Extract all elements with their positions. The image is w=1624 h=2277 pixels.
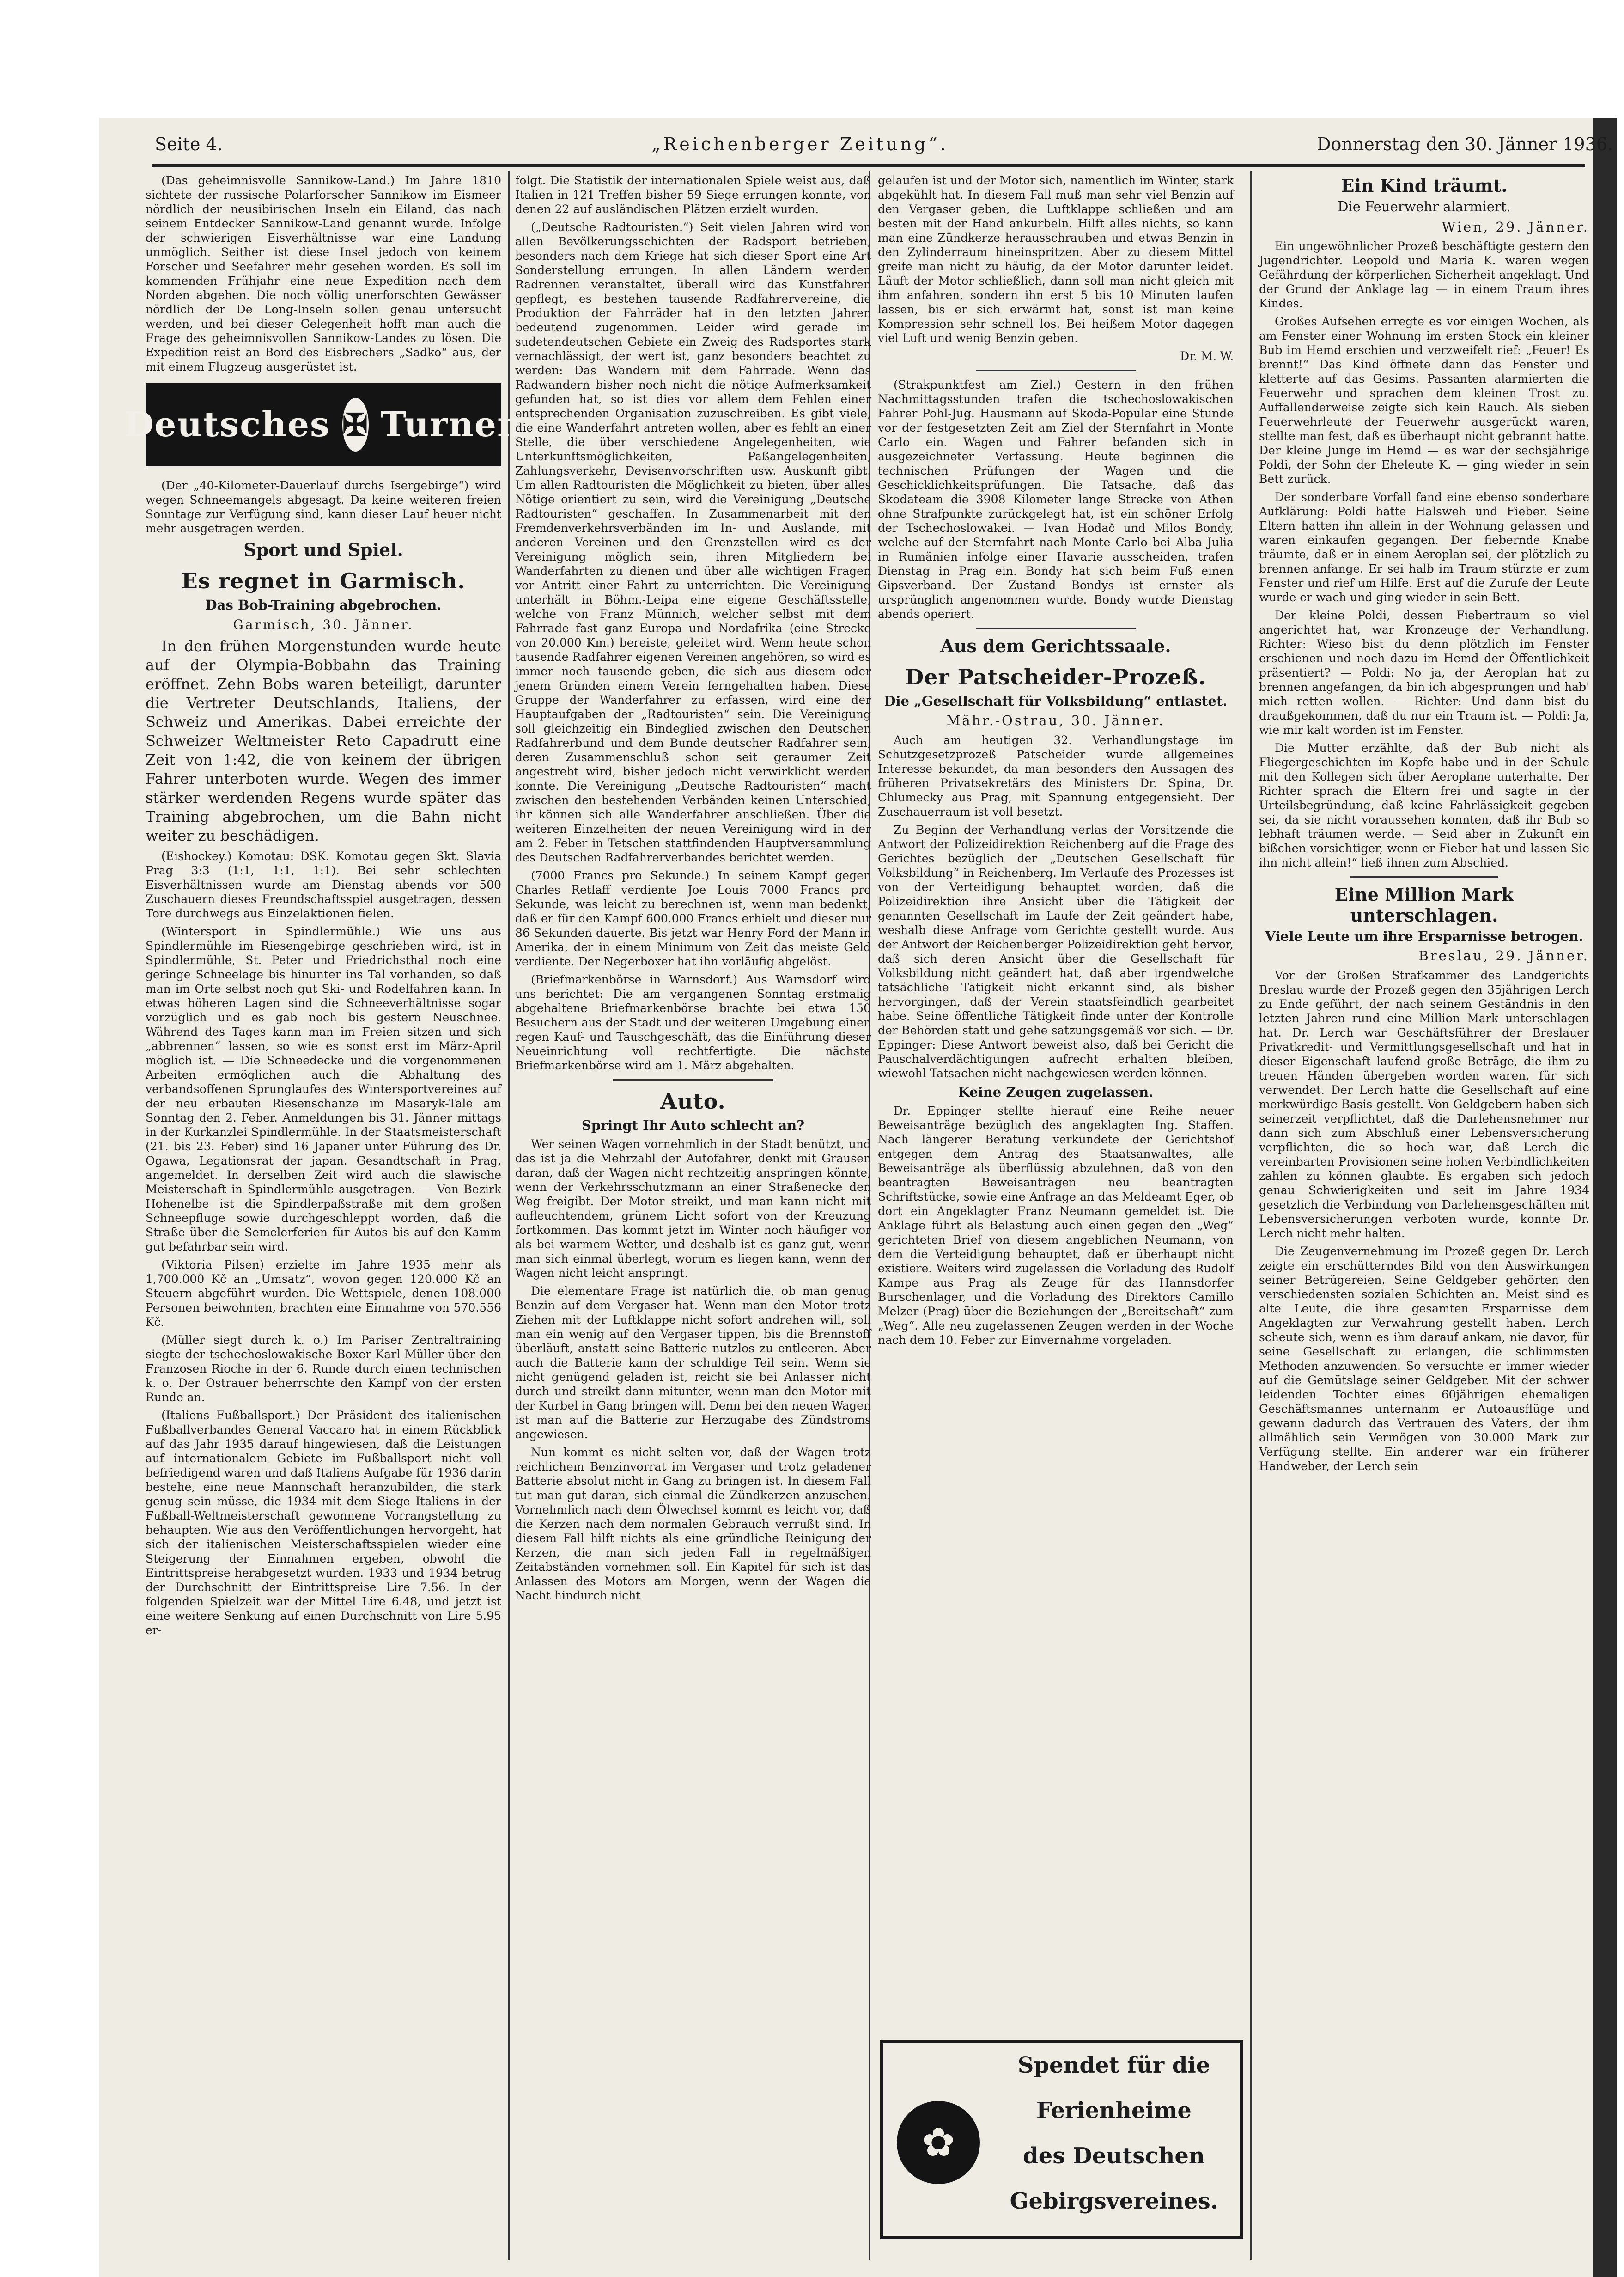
dateline-ostrau: Mähr.-Ostrau, 30. Jänner. xyxy=(946,713,1165,728)
column-rule xyxy=(1250,171,1252,2260)
article-eishockey: (Eishockey.) Komotau: DSK. Komotau gegen Skt. Slavia Prag 3:3 (1:1, 1:1, 1:1). Bei sehr schlechten Eisverhältnissen wurde am Dienstag abends vor 500 Zuschauern dieses Freundschaftsspiel ausgetragen, dessen Tore durchwegs aus Einzelaktionen fielen. xyxy=(146,849,501,920)
ad-line: Spendet für die xyxy=(1017,2052,1210,2078)
article-wintersport: (Wintersport in Spindlermühle.) Wie uns aus Spindlermühle im Riesengebirge geschrieben wird, ist in Spindlermühle, St. Peter und Friedrichsthal noch eine geringe Schneelage bis hinunter ins Tal vorhanden, so daß man im Orte selbst noch gut Ski- und Rodelfahren kann. In etwas höheren Lagen sind die Schneeverhältnisse sogar vorzüglich und es gab noch bis gestern Neuschnee. Während des Tages kann man im Freien sitzen und sich „abbrennen“ lassen, so wie es sonst erst im März-April möglich ist. — Die Schneedecke und die vorgenommenen Arbeiten ermöglichen auch die Abhaltung des verbandsoffenen Sprunglaufes des Wintersportvereines auf der neu erbauten Riesenschanze im Masaryk-Tale am Sonntag den 2. Feber. Anmeldungen bis 31. Jänner mittags in der Kurkanzlei Spindlermühle. In der Staatsmeisterschaft (21. bis 23. Feber) sind 16 Japaner unter Führung des Dr. Ogawa, Legationsrat der japan. Gesandtschaft in Prag, angemeldet. In derselben Zeit wird auch die slawische Meisterschaft in Spindlermühle ausgetragen. — Von Bezirk Hohenelbe ist die Spindlerpaßstraße mit dem großen Schneepfluge sowie durchgeschleppt worden, daß die Straße über die Semelerferien für Autos bis auf den Kamm gut befahrbar sein wird. xyxy=(146,924,501,1253)
article-radtouristen: („Deutsche Radtouristen.“) Seit vielen Jahren wird von allen Bevölkerungsschichten der Radsport betrieben, besonders nach dem Kriege hat sich dieser Sport eine Art Sonderstellung errungen. In allen Ländern werden Radrennen veranstaltet, überall wird das Kunstfahren gepflegt, es bestehen tausende Radfahrervereine, die Produktion der Fahrräder hat in den letzten Jahren bedeutend zugenommen. Leider wird gerade im sudetendeutschen Gebiete ein Zweig des Radsportes stark vernachlässigt, der wert ist, ganz besonders beachtet zu werden: Das Wandern mit dem Fahrrade. Wenn das Radwandern bisher noch nicht die nötige Aufmerksamkeit gefunden hat, so ist dies vor allem dem Fehlen einer entsprechenden Organisation zuzuschreiben. Es gibt viele, die eine Wanderfahrt antreten wollen, aber es fehlt an einer Stelle, die über verschiedene Angelegenheiten, wie Unterkunftsmöglichkeiten, Paßangelegenheiten, Zahlungsverkehr, Devisenvorschriften usw. Auskunft gibt. Um allen Radtouristen die Möglichkeit zu bieten, über alles Nötige orientiert zu sein, wird die Vereinigung „Deutsche Radtouristen“ geschaffen. In Zusammenarbeit mit den Fremdenverkehrsverbänden im In- und Auslande, mit anderen Vereinen und den Grenzstellen wird es der Vereinigung möglich sein, ihren Mitgliedern bei Wanderfahrten zu dienen und über alle wichtigen Fragen vor Antritt einer Fahrt zu unterrichten. Die Vereinigung unterhält in Böhm.-Leipa eine eigene Geschäftsstelle, welche von Franz Münnich, welcher selbst mit dem Fahrrade fast ganz Europa und Nordafrika (eine Strecke von 20.000 Km.) bereiste, geleitet wird. Wenn heute schon tausende Radfahrer eigenen Vereinen angehören, so wird es immer noch tausende geben, die sich aus diesem oder jenem Gründen einem Verein ferngehalten haben. Diese Gruppe der Wanderfahrer zu erfassen, wird eine der Hauptaufgaben der „Radtouristen“ sein. Die Vereinigung soll gleichzeitig ein Bindeglied zwischen den Deutschen Radfahrerbund und dem Bunde deutscher Radfahrer sein, deren Zusammenschluß schon seit geraumer Zeit angestrebt wird, bisher jedoch nicht verwirklicht werden konnte. Die Vereinigung „Deutsche Radtouristen“ macht zwischen den bestehenden Verbänden keinen Unterschied, ihr können sich alle Wanderfahrer anschließen. Über die weiteren Einzelheiten der neuen Vereinigung wird in der am 2. Feber in Tetschen stattfindenden Hauptversammlung des Deutschen Radfahrerverbandes berichtet werden. xyxy=(515,220,871,864)
article-mueller: (Müller siegt durch k. o.) Im Pariser Zentraltraining siegte der tschechoslowakische Boxer Karl Müller über den Franzosen Rioche in der 6. Runde durch einen technischen k. o. Der Ostrauer beherrschte den Kampf von der ersten Runde an. xyxy=(146,1333,501,1404)
issue-date: Donnerstag den 30. Jänner 1936. xyxy=(1317,134,1613,154)
article-auto-3: Nun kommt es nicht selten vor, daß der Wagen trotz reichlichem Benzinvorrat im Vergaser und trotz geladener Batterie absolut nicht in Gang zu bringen ist. In diesem Fall tut man gut daran, sich einmal die Zündkerzen anzusehen. Vornehmlich nach dem Ölwechsel kommt es leicht vor, daß die Kerzen nach dem normalen Gebrauch verrußt sind. In diesem Fall hilft nichts als eine gründliche Reinigung der Kerzen, die man sich jeden Fall in regelmäßigen Zeitabständen vornehmen soll. Ein Kapitel für sich ist das Anlassen des Motors am Morgen, wenn der Wagen die Nacht hindurch nicht xyxy=(515,1446,871,1602)
article-statistik: folgt. Die Statistik der internationalen Spiele weist aus, daß Italien in 121 Treffen bisher 59 Siege errungen konnte, von denen 22 auf ausländischen Plätzen erzielt wurden. xyxy=(515,174,871,216)
section-banner-turnen xyxy=(124,383,523,466)
article-patscheider-2: Zu Beginn der Verhandlung verlas der Vorsitzende die Antwort der Polizeidirektion Reichenberg auf die Frage des Gerichtes bezüglich der „Deutschen Gesellschaft für Volksbildung“ in Reichenberg. Im Verlaufe des Prozesses ist von der Verteidigung behauptet worden, daß die Polizeidirektion ihre Ansicht über die Tätigkeit der genannten Gesellschaft im Laufe der Zeit geändert habe, weshalb diese Anfrage vom Gerichte gestellt wurde. Aus der Antwort der Reichenberger Polizeidirektion geht hervor, daß sich deren Ansicht über die Gesellschaft für Volksbildung nicht geändert hat, daß aber irgendwelche tatsächliche Tätigkeit nicht erkannt sind, als bisher hervorgingen, daß der Verein staatsfeindlich gearbeitet habe. Seine öffentliche Tätigkeit finde unter der Kontrolle der Behörden statt und gehe satzungsgemäß vor sich. — Dr. Eppinger: Diese Antwort beweist also, daß bei Gericht die Pauschalverdächtigungen aufrecht erhalten bleiben, wiewohl Tatsachen nicht nachgewiesen werden können. xyxy=(878,823,1234,1080)
article-auto-4: gelaufen ist und der Motor sich, namentlich im Winter, stark abgekühlt hat. In diesem Fall muß man sehr viel Benzin auf den Vergaser geben, die Luftklappe schließen und am besten mit der Hand ankurbeln. Hilft alles nichts, so kann man eine Zündkerze herausschrauben und etwas Benzin in den Zylinderraum hineinspritzen. Aber zu diesem Mittel greife man nicht zu häufig, da der Motor darunter leidet. Läuft der Motor schließlich, dann soll man nicht gleich mit ihm anfahren, sondern ihn erst 5 bis 10 Minuten laufen lassen, bis er sich erwärmt hat, sonst ist man keine Kompression sehr schnell los. Bei heißem Motor dagegen viel Luft und wenig Benzin geben. xyxy=(878,174,1234,345)
article-viktoria-pilsen: (Viktoria Pilsen) erzielte im Jahre 1935 mehr als 1,700.000 Kč an „Umsatz“, wovon gegen 120.000 Kč an Steuern abgeführt wurden. Die Wettspiele, denen 108.000 Personen beiwohnten, brachten eine Einnahme von 570.556 Kč. xyxy=(146,1258,501,1329)
section-title-auto: Auto. xyxy=(660,1089,726,1114)
section-title-sport: Sport und Spiel. xyxy=(243,539,403,560)
headline-garmisch: Es regnet in Garmisch. xyxy=(181,568,466,593)
article-lerch-1: Vor der Großen Strafkammer des Landgerichts Breslau wurde der Prozeß gegen den 35jährigen Lerch zu Ende geführt, der nach seinem Geständnis in den letzten Jahren rund eine Million Mark unterschlagen hat. Dr. Lerch war Geschäftsführer der Breslauer Privatkredit- und Vermittlungsgesellschaft und hat in dieser Eigenschaft laufend große Beträge, die ihm zu treuen Händen übergeben worden waren, für sich verwendet. Der Lerch hatte die Gesellschaft auf eine merkwürdige Basis gestellt. Von Geldgebern haben sich seinerzeit verpflichtet, daß die Darlehensnehmer nur dann sich zum Abschluß einer Lebensversicherung verpflichten, die so hoch war, daß Lerch die vereinbarten Provisionen seine hohen Verbindlichkeiten zahlen zu können glaubte. Es ergaben sich jedoch genau Schwierigkeiten und seit im Jahre 1934 gesetzlich die Verbindung von Darlehensgeschäften mit Lebensversicherungen verboten wurde, konnte Dr. Lerch nicht mehr halten. xyxy=(1259,968,1589,1240)
article-kind-1: Ein ungewöhnlicher Prozeß beschäftigte gestern den Jugendrichter. Leopold und Maria K. waren wegen Gefährdung der körperlichen Sicherheit angeklagt. Und der Grund der Anklage lag — in einem Traum ihres Kindes. xyxy=(1259,239,1589,310)
column-rule xyxy=(508,171,510,2260)
dateline-wien: Wien, 29. Jänner. xyxy=(1442,219,1589,235)
article-briefmarkenboerse: (Briefmarkenbörse in Warnsdorf.) Aus Warnsdorf wird uns berichtet: Die am vergangenen Sonntag erstmalig abgehaltene Briefmarkenbörse brachte bei etwa 150 Besuchern aus der Stadt und der weiteren Umgebung einen regen Kauf- und Tauschgeschäft, das die Einführung dieser Neueinrichtung voll rechtfertigte. Die nächste Briefmarkenbörse wird am 1. März abgehalten. xyxy=(515,973,871,1072)
article-patscheider-3: Dr. Eppinger stellte hierauf eine Reihe neuer Beweisanträge bezüglich des angeklagten Ing. Staffen. Nach längerer Beratung verkündete der Gerichtshof entgegen dem Antrag des Staatsanwaltes, alle Beweisanträge als überflüssig abzulehnen, daß von den beantragten Beweisanträgen neu beantragten Schriftstücke, sowie eine Anfrage an das Meldeamt Eger, ob dort ein Angeklagter Franz Neumann gemeldet ist. Die Anklage führt als Belastung auch einen gegen den „Weg“ gerichteten Brief von diesem angeblichen Neumann, von dem die Verteidigung behauptet, daß er überhaupt nicht existiere. Weiters wird zugelassen die Vorladung des Rudolf Kampe aus Prag als Zeuge für das Hannsdorfer Burschenlager, und die Vorladung des Direktors Camillo Melzer (Prag) über die Beziehungen der „Bereitschaft“ zum „Weg“. Alle neu zugelassenen Zeugen werden in der Woche nach dem 10. Feber zur Einvernahme vorgeladen. xyxy=(878,1104,1234,1347)
newspaper-title: „Reichenberger Zeitung“. xyxy=(651,134,949,154)
headline-kind-traeumt: Ein Kind träumt. xyxy=(1341,175,1508,196)
article-sannikow: (Das geheimnisvolle Sannikow-Land.) Im Jahre 1810 sichtete der russische Polarforscher Sannikow im Eismeer nördlich der neusibirischen Inseln ein Eiland, das nach seinem Entdecker Sannikow-Land genannt wurde. Infolge der schwierigen Eisverhältnisse war eine Landung unmöglich. Seither ist diese Insel jedoch von keinem Forscher und Seefahrer mehr gesehen worden. Es soll im kommenden Frühjahr eine neue Expedition nach dem Norden abgehen. Die noch völlig unerforschten Gewässer nördlich der De Long-Inseln sollen genau untersucht werden, und bei dieser Gelegenheit hofft man auch die Frage des geheimnisvollen Sannikow-Landes zu lösen. Die Expedition reist an Bord des Eisbrechers „Sadko“ aus, der mit einem Flugzeug ausgerüstet ist. xyxy=(146,174,501,373)
section-divider xyxy=(976,628,1136,629)
article-dauerlauf: (Der „40-Kilometer-Dauerlauf durchs Isergebirge“) wird wegen Schneemangels abgesagt. Da keine weiteren freien Sonntage zur Verfügung sind, kann dieser Lauf heuer nicht mehr ausgetragen werden. xyxy=(146,479,501,535)
article-kind-3: Der sonderbare Vorfall fand eine ebenso sonderbare Aufklärung: Poldi hatte Halsweh und Fieber. Seine Eltern hatten ihn allein in der Wohnung gelassen und waren einkaufen gegangen. Der fiebernde Knabe träumte, daß er in einem Aeroplan sei, der plötzlich zu brennen anfange. Er sei halb im Traum stürzte er zum Fenster und rief um Hilfe. Erst auf die Zurufe der Leute wurde er wach und ging wieder in sein Bett. xyxy=(1259,490,1589,604)
page-number: Seite 4. xyxy=(155,134,223,154)
subhead-auto: Springt Ihr Auto schlecht an? xyxy=(581,1117,805,1133)
dateline-garmisch: Garmisch, 30. Jänner. xyxy=(233,617,414,632)
turner-cross-icon: ✠ xyxy=(342,398,369,452)
author-signature: Dr. M. W. xyxy=(1180,349,1234,363)
article-joe-louis: (7000 Francs pro Sekunde.) In seinem Kampf gegen Charles Retlaff verdiente Joe Louis 7000 Francs pro Sekunde, was leicht zu berechnen ist, wenn man bedenkt, daß er für den Kampf 600.000 Francs erhielt und dieser nur 86 Sekunden dauerte. Bis jetzt war Henry Ford der Mann in Amerika, der in einem Minimum von Zeit das meiste Geld verdiente. Der Negerboxer hat ihn vorläufig abgelöst. xyxy=(515,869,871,968)
dateline-breslau: Breslau, 29. Jänner. xyxy=(1418,948,1589,964)
subhead-ersparnisse: Viele Leute um ihre Ersparnisse betrogen. xyxy=(1265,928,1583,944)
ad-line: Gebirgsvereines. xyxy=(1010,2188,1218,2214)
ad-line: Ferienheime xyxy=(1036,2098,1192,2124)
banner-text-right: Turnen xyxy=(381,405,523,445)
subhead-patscheider: Die „Gesellschaft für Volksbildung“ entlastet. xyxy=(884,693,1228,709)
article-sternfahrt: (Strakpunktfest am Ziel.) Gestern in den frühen Nachmittagsstunden trafen die tschechoslowakischen Fahrer Pohl-Jug. Hausmann auf Skoda-Popular eine Stunde vor der festgesetzten Zeit am Ziel der Sternfahrt in Monte Carlo ein. Wagen und Fahrer befanden sich in ausgezeichneter Verfassung. Heute beginnen die technischen Prüfungen der Wagen und die Geschicklichkeitsprüfungen. Die Tatsache, daß das Skodateam die 3908 Kilometer lange Strecke von Athen ohne Strafpunkte zurückgelegt hat, ist ein schöner Erfolg der Tschechoslowakei. — Ivan Hodač und Milos Bondy, welche auf der Sternfahrt nach Monte Carlo bei Alba Julia in Rumänien infolge einer Havarie ausscheiden, trafen Dienstag in Prag ein. Bondy hat sich beim Fuß einen Gipsverband. Der Zustand Bondys ist ernster als ursprünglich angenommen wurde. Bondy wurde Dienstag abends operiert. xyxy=(878,378,1234,621)
article-kind-2: Großes Aufsehen erregte es vor einigen Wochen, als am Fenster einer Wohnung im ersten Stock ein kleiner Bub im Hemd erschien und verzweifelt rief: „Feuer! Es brennt!“ Das Kind öffnete dann das Fenster und kletterte auf das Gesims. Passanten alarmierten die Feuerwehr und sprachen dem kleinen Trost zu. Auffallenderweise zeigte sich kein Rauch. Als sieben Feuerwehrleute der Feuerwehr ausgerückt waren, stellte man fest, daß es überhaupt nicht gebrannt hatte. Der kleine Junge im Hemd — es war der sechsjährige Poldi, der Sohn der Eheleute K. — ging wieder in sein Bett zurück. xyxy=(1259,315,1589,486)
article-italien-fussball: (Italiens Fußballsport.) Der Präsident des italienischen Fußballverbandes General Vaccaro hat in einem Rückblick auf das Jahr 1935 darauf hingewiesen, daß die Leistungen auf internationalem Gebiete im Fußballsport nicht voll befriedigend waren und daß Italiens Aufgabe für 1936 darin bestehe, eine neue Mannschaft heranzubilden, die stark genug sein müsse, die 1934 mit dem Siege Italiens in der Fußball-Weltmeisterschaft gewonnene Vorrangstellung zu behaupten. Wie aus den Veröffentlichungen hervorgeht, hat sich der italienischen Meisterschaftsspielen wieder eine Steigerung der Einnahmen ergeben, obwohl die Eintrittspreise herabgesetzt wurden. 1933 und 1934 betrug der Durchschnitt der Eintrittspreise Lire 7.56. In der folgenden Spielzeit war der Mittel Lire 6.48, und jetzt ist eine weitere Senkung auf einen Durchschnitt von Lire 5.95 er- xyxy=(146,1408,501,1637)
column-3 xyxy=(878,173,1234,2031)
article-lerch-2: Die Zeugenvernehmung im Prozeß gegen Dr. Lerch zeigte ein erschütterndes Bild von den Auswirkungen seiner Betrügereien. Seine Geldgeber gehörten den verschiedensten sozialen Schichten an. Meist sind es alte Leute, die ihre gesamten Ersparnisse dem Angeklagten zur Verwahrung gestellt haben. Lerch scheute sich, wenn es ihm darauf ankam, nie davor, für seine Gesellschaft zu erlangen, die schlimmsten Methoden anzuwenden. So versuchte er immer wieder auf die Gemütslage seiner Geldgeber. Mit der schwer leidenden Tochter eines 60jährigen ehemaligen Geschäftsmannes unternahm er Autoausflüge und gewann dadurch das Vertrauen des Vaters, der ihm allmählich sein Vermögen von 30.000 Mark zur Verfügung stellte. Ein anderer war ein früherer Handweber, der Lerch sein xyxy=(1259,1244,1589,1473)
section-divider xyxy=(1350,876,1499,878)
banner-text-left: Deutsches xyxy=(124,405,330,445)
headline-patscheider: Der Patscheider-Prozeß. xyxy=(905,665,1206,690)
column-1 xyxy=(124,173,523,2258)
subhead-feuerwehr: Die Feuerwehr alarmiert. xyxy=(1338,199,1511,214)
article-patscheider-1: Auch am heutigen 32. Verhandlungstage im Schutzgesetzprozeß Patscheider wurde allgemeines Interesse bekundet, da man besonders den Aussagen des früheren Privatsekretärs des Ministers Dr. Spina, Dr. Chlumecky aus Prag, mit Spannung entgegensieht. Der Zuschauerraum ist voll besetzt. xyxy=(878,733,1234,818)
subhead-bob-training: Das Bob-Training abgebrochen. xyxy=(205,597,442,613)
advertisement-ferienheime xyxy=(880,2040,1243,2239)
article-auto-2: Die elementare Frage ist natürlich die, ob man genug Benzin auf dem Vergaser hat. Wenn man den Motor trotz Ziehen mit der Luftklappe nicht sofort andrehen will, soll man ein wenig auf den Vergaser tippen, bis die Brennstoff überläuft, anstatt seine Batterie nutzlos zu entleeren. Aber auch die Batterie kann der schuldige Teil sein. Wenn sie nicht genügend geladen ist, reicht sie bei Anlasser nicht durch und streikt dann mitunter, wenn man den Motor mit der Kurbel in Gang bringen will. Denn bei den neuen Wagen ist man auf die Batterie zur Herzugabe des Zündstroms angewiesen. xyxy=(515,1284,871,1441)
column-2 xyxy=(515,173,871,2258)
headline-million-mark: Eine Million Mark unterschlagen. xyxy=(1334,884,1514,926)
article-kind-5: Die Mutter erzählte, daß der Bub nicht als Fliegergeschichten im Kopfe habe und in der Schule mit den Kollegen sich über Aeroplane unterhalte. Der Richter sprach die Eltern frei und sagte in der Urteilsbegründung, daß keine Fahrlässigkeit gegeben sei, da sie nicht voraussehen konnten, daß ihr Bub so lebhaft träumen werde. — Seid aber in Zukunft ein bißchen vorsichtiger, wenn er Fieber hat und lassen Sie ihn nicht allein!“ ließ ihnen zum Abschied. xyxy=(1259,741,1589,869)
scan-edge-shadow xyxy=(1593,118,1617,2277)
header-rule xyxy=(152,164,1585,167)
ad-line: des Deutschen xyxy=(1023,2143,1205,2169)
article-auto-1: Wer seinen Wagen vornehmlich in der Stadt benützt, und das ist ja die Mehrzahl der Autofahrer, denkt mit Grausen daran, daß der Wagen nicht rechtzeitig anspringen könnte, wenn der Verkehrsschutzmann an einer Straßenecke den Weg freigibt. Der Motor streikt, und man kann nicht mit aufleuchtendem, grünem Licht sofort von der Kreuzung fortkommen. Das kommt jetzt im Winter noch häufiger vor als bei warmem Wetter, und deshalb ist es ganz gut, wenn man sich einmal überlegt, worum es liegen kann, wenn der Wagen nicht leicht anspringt. xyxy=(515,1137,871,1280)
column-4 xyxy=(1259,173,1589,2258)
section-divider xyxy=(613,1079,773,1081)
edelweiss-emblem-icon: ✿ xyxy=(897,2101,980,2184)
subhead-keine-zeugen: Keine Zeugen zugelassen. xyxy=(958,1084,1154,1100)
article-garmisch: In den frühen Morgenstunden wurde heute auf der Olympia-Bobbahn das Training eröffnet. Zehn Bobs waren beteiligt, darunter die Vertreter Deutschlands, Italiens, der Schweiz und Amerikas. Dabei erreichte der Schweizer Weltmeister Reto Capadrutt eine Zeit von 1:42, die von keinem der übrigen Fahrer unterboten wurde. Wegen des immer stärker werdenden Regens wurde später das Training abgebrochen, um die Bahn nicht weiter zu beschädigen. xyxy=(146,637,501,844)
article-kind-4: Der kleine Poldi, dessen Fiebertraum so viel angerichtet hat, war Kronzeuge der Verhandlung. Richter: Wieso bist du denn plötzlich im Fenster erschienen und noch dazu im Hemd der Öffentlichkeit präsentiert? — Poldi: No ja, der Aeroplan hat zu brennen angefangen, da bin ich abgesprungen und hab' mich retten wollen. — Richter: Und dann bist du draußgekommen, daß du nur ein Traum ist. — Poldi: Ja, wie mir kalt worden ist im Fenster. xyxy=(1259,609,1589,737)
section-title-gerichtssaal: Aus dem Gerichtssaale. xyxy=(940,635,1171,656)
section-divider xyxy=(976,370,1136,371)
